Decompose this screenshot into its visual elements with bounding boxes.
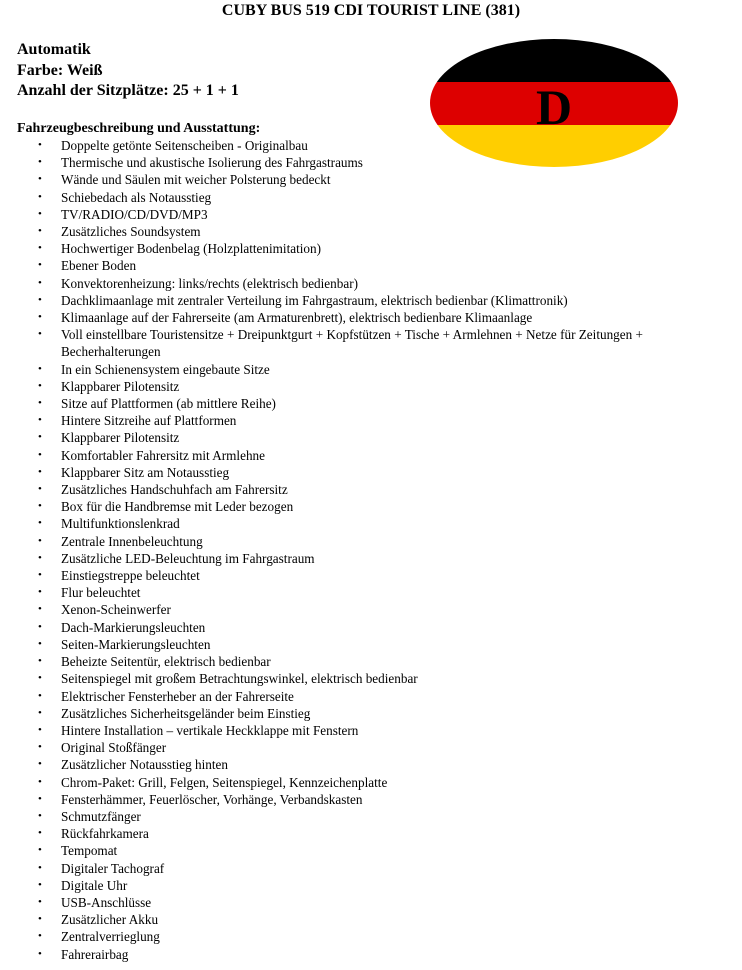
equipment-item: • Sitze auf Plattformen (ab mittlere Reihe) (0, 395, 742, 412)
equipment-item: • USB-Anschlüsse (0, 894, 742, 911)
equipment-item: • Schmutzfänger (0, 808, 742, 825)
equipment-item: • Fahrerairbag (0, 946, 742, 963)
equipment-item: • Rückfahrkamera (0, 825, 742, 842)
equipment-item: • Chrom-Paket: Grill, Felgen, Seitenspiegel, Kennzeichenplatte (0, 774, 742, 791)
equipment-item: • Konvektorenheizung: links/rechts (elektrisch bedienbar) (0, 275, 742, 292)
color-line: Farbe: Weiß (17, 61, 103, 79)
equipment-item: • In ein Schienensystem eingebaute Sitze (0, 361, 742, 378)
equipment-item: • Doppelte getönte Seitenscheiben - Originalbau (0, 137, 742, 154)
document-title: CUBY BUS 519 CDI TOURIST LINE (381) (221, 2, 521, 19)
equipment-item: • Seitenspiegel mit großem Betrachtungswinkel, elektrisch bedienbar (0, 670, 742, 687)
equipment-item: • Voll einstellbare Touristensitze + Dreipunktgurt + Kopfstützen + Tische + Armlehnen + Netze für Zeitungen + Becherhalterungen (0, 326, 742, 360)
seats-line: Anzahl der Sitzplätze: 25 + 1 + 1 (17, 82, 239, 99)
equipment-item: • Dach-Markierungsleuchten (0, 619, 742, 636)
equipment-item: • Original Stoßfänger (0, 739, 742, 756)
equipment-item: • Klappbarer Pilotensitz (0, 429, 742, 446)
equipment-item: • TV/RADIO/CD/DVD/MP3 (0, 206, 742, 223)
equipment-item: • Thermische und akustische Isolierung des Fahrgastraums (0, 154, 742, 171)
equipment-item: • Box für die Handbremse mit Leder bezogen (0, 498, 742, 515)
equipment-item: • Wände und Säulen mit weicher Polsterung bedeckt (0, 171, 742, 188)
equipment-item: • Digitale Uhr (0, 877, 742, 894)
equipment-item: • Einstiegstreppe beleuchtet (0, 567, 742, 584)
equipment-item: • Tempomat (0, 842, 742, 859)
equipment-item: • Fensterhämmer, Feuerlöscher, Vorhänge, Verbandskasten (0, 791, 742, 808)
equipment-item: • Elektrischer Fensterheber an der Fahrerseite (0, 688, 742, 705)
transmission-line: Automatik (17, 41, 91, 58)
equipment-item: • Zusätzliche LED-Beleuchtung im Fahrgastraum (0, 550, 742, 567)
equipment-item: • Xenon-Scheinwerfer (0, 601, 742, 618)
equipment-list (0, 137, 742, 963)
equipment-item: • Hintere Installation – vertikale Heckklappe mit Fenstern (0, 722, 742, 739)
vehicle-summary (17, 40, 239, 102)
equipment-item: • Multifunktionslenkrad (0, 515, 742, 532)
equipment-item: • Flur beleuchtet (0, 584, 742, 601)
equipment-item: • Klimaanlage auf der Fahrerseite (am Armaturenbrett), elektrisch bedienbare Klimaanlage (0, 309, 742, 326)
equipment-item: • Klappbarer Pilotensitz (0, 378, 742, 395)
country-letter: D (535, 79, 573, 135)
equipment-item: • Zusätzliches Handschuhfach am Fahrersitz (0, 481, 742, 498)
equipment-item: • Schiebedach als Notausstieg (0, 189, 742, 206)
equipment-item: • Hintere Sitzreihe auf Plattformen (0, 412, 742, 429)
equipment-item: • Zentralverrieglung (0, 928, 742, 945)
equipment-item: • Digitaler Tachograf (0, 860, 742, 877)
equipment-item: • Hochwertiger Bodenbelag (Holzplattenimitation) (0, 240, 742, 257)
equipment-item: • Beheizte Seitentür, elektrisch bedienbar (0, 653, 742, 670)
equipment-item: • Zusätzlicher Notausstieg hinten (0, 756, 742, 773)
equipment-item: • Ebener Boden (0, 257, 742, 274)
equipment-item: • Seiten-Markierungsleuchten (0, 636, 742, 653)
equipment-item: • Klappbarer Sitz am Notausstieg (0, 464, 742, 481)
equipment-item: • Komfortabler Fahrersitz mit Armlehne (0, 447, 742, 464)
flag-stripe-black (429, 38, 679, 82)
equipment-item: • Dachklimaanlage mit zentraler Verteilung im Fahrgastraum, elektrisch bedienbar (Klimattronik) (0, 292, 742, 309)
equipment-item: • Zentrale Innenbeleuchtung (0, 533, 742, 550)
equipment-item: • Zusätzliches Soundsystem (0, 223, 742, 240)
equipment-item: • Zusätzlicher Akku (0, 911, 742, 928)
equipment-heading: Fahrzeugbeschreibung und Ausstattung: (17, 121, 261, 136)
equipment-item: • Zusätzliches Sicherheitsgeländer beim Einstieg (0, 705, 742, 722)
